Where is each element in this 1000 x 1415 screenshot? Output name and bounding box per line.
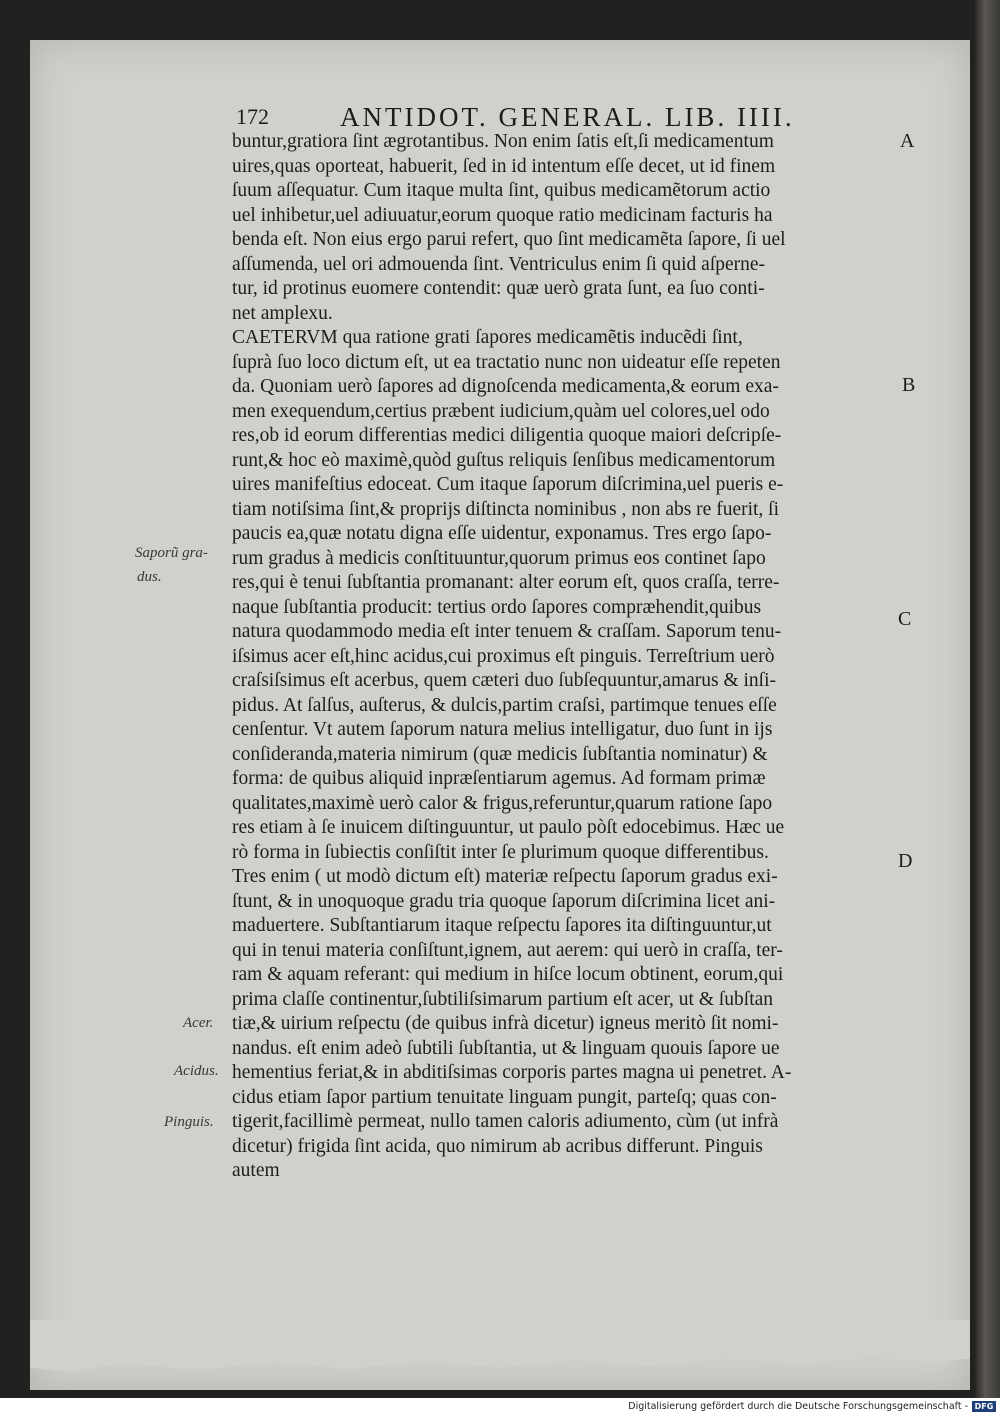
text-line: qui in tenui materia conſiſtunt,ignem, aut aerem: qui uerò in craſſa, ter-: [232, 939, 783, 961]
text-line: aſſumenda, uel ori admouenda ſint. Ventriculus enim ſi quid aſperne-: [232, 253, 766, 275]
text-line: forma: de quibus aliquid inpræſentiarum agemus. Ad formam primæ: [232, 768, 766, 789]
text-line: CAETERVM qua ratione grati ſapores medicamẽtis inducẽdi ſint,: [232, 327, 743, 348]
margin-letter-d: D: [898, 850, 913, 872]
text-line: tiam notiſsima ſint,& proprijs diſtincta nominibus , non abs re fuerit, ſi: [232, 498, 780, 520]
text-line: uel inhibetur,uel adiuuatur,eorum quoque ratio medicinam facturis ha: [232, 204, 773, 226]
text-line: cenſentur. Vt autem ſaporum natura melius intelligatur, duo ſunt in ijs: [232, 719, 773, 740]
text-line: autem: [232, 1160, 280, 1181]
text-line: naque ſubſtantia producit: tertius ordo ſapores compræhendit,quibus: [232, 596, 762, 618]
main-text-block: [232, 130, 892, 1184]
text-line: cidus etiam ſapor partium tenuitate linguam pungit, parteſq; quas con-: [232, 1086, 777, 1108]
text-line: iſsimus acer eſt,hinc acidus,cui proximus eſt pinguis. Terreſtrium uerò: [232, 645, 775, 667]
text-line: net amplexu.: [232, 302, 333, 324]
text-line: ſtunt, & in unoquoque gradu tria quoque ſaporum diſcrimina licet ani-: [232, 890, 776, 912]
text-line: da. Quoniam uerò ſapores ad dignoſcenda medicamenta,& eorum exa-: [232, 376, 779, 397]
text-line: rò forma in ſubiectis conſiſtit inter ſe plurimum quoque differentibus.: [232, 841, 769, 863]
text-line: pidus. At ſalſus, auſterus, & dulcis,partim craſsi, partimque tenues eſſe: [232, 694, 777, 716]
footer-credit: Digitalisierung gefördert durch die Deutsche Forschungsgemeinschaft -: [628, 1401, 968, 1412]
dfg-logo: DFG: [972, 1401, 996, 1412]
margin-letter-c: C: [898, 608, 912, 630]
digitization-footer: [0, 1398, 1000, 1415]
page-number: 172: [236, 104, 269, 129]
margin-note-saporum-gradus-cont: dus.: [137, 569, 162, 585]
text-line: res,ob id eorum differentias medici diligentia quoque maiori deſcripſe-: [232, 425, 782, 446]
text-line: natura quodammodo media eſt inter tenuem & craſſam. Saporum tenu-: [232, 621, 782, 642]
margin-letter-b: B: [902, 374, 916, 396]
text-line: prima claſſe continentur,ſubtiliſsimarum partium eſt acer, ut & ſubſtan: [232, 988, 774, 1010]
text-line: uires manifeſtius edoceat. Cum itaque ſaporum diſcrimina,uel pueris e-: [232, 474, 784, 495]
text-line: benda eſt. Non eius ergo parui refert, quo ſint medicamẽta ſapore, ſi uel: [232, 229, 786, 250]
margin-note-acer: Acer.: [183, 1015, 214, 1031]
text-line: ſuprà ſuo loco dictum eſt, ut ea tractatio nunc non uideatur eſſe repeten: [232, 351, 781, 373]
text-line: Tres enim ( ut modò dictum eſt) materiæ reſpectu ſaporum gradus exi-: [232, 866, 778, 887]
text-line: tigerit,facillimè permeat, nullo tamen caloris adiumento, cùm (ut infrà: [232, 1111, 779, 1132]
margin-note-saporum-gradus: Saporũ gra-: [135, 545, 208, 561]
text-line: men exequendum,certius præbent iudicium,quàm uel colores,uel odo: [232, 400, 770, 422]
text-line: ram & aquam referant: qui medium in hiſce locum obtinent, eorum,qui: [232, 964, 784, 985]
text-line: runt,& hoc eò maximè,quòd guſtus reliquis ſenſibus medicamentorum: [232, 449, 776, 471]
text-line: ſuum aſſequatur. Cum itaque multa ſint, quibus medicamẽtorum actio: [232, 180, 771, 201]
text-line: rum gradus à medicis conſtituuntur,quorum primus eos continet ſapo: [232, 547, 766, 569]
text-line: craſsiſsimus eſt acerbus, quem cæteri duo ſubſequuntur,amarus & inſi-: [232, 670, 777, 691]
text-line: maduertere. Subſtantiarum itaque reſpectu ſapores ita diſtinguuntur,ut: [232, 915, 772, 936]
text-line: conſideranda,materia nimirum (quæ medicis ſubſtantia nominatur) &: [232, 743, 768, 765]
text-line: uires,quas oporteat, habuerit, ſed in id intentum eſſe decet, ut id finem: [232, 155, 776, 177]
text-line: qualitates,maximè uerò calor & frigus,referuntur,quarum ratione ſapo: [232, 792, 773, 814]
text-line: dicetur) frigida ſint acida, quo nimirum ab acribus differunt. Pinguis: [232, 1135, 763, 1157]
margin-letter-a: A: [900, 130, 915, 152]
text-line: paucis ea,quæ notatu digna eſſe uidentur, exponamus. Tres ergo ſapo-: [232, 523, 772, 544]
margin-note-acidus: Acidus.: [174, 1063, 219, 1079]
running-title: ANTIDOT. GENERAL. LIB. IIII.: [340, 102, 795, 132]
text-line: tiæ,& uirium reſpectu (de quibus infrà dicetur) igneus meritò ſit nomi-: [232, 1013, 779, 1034]
book-binding-edge: [975, 0, 1000, 1398]
text-line: res etiam à ſe inuicem diſtinguuntur, ut paulo pòſt edocebimus. Hæc ue: [232, 817, 785, 838]
margin-note-pinguis: Pinguis.: [164, 1114, 214, 1130]
text-line: buntur,gratiora ſint ægrotantibus. Non enim ſatis eſt,ſi medicamentum: [232, 131, 774, 152]
text-line: tur, id protinus euomere contendit: quæ uerò grata ſunt, ea ſuo conti-: [232, 278, 765, 299]
text-line: nandus. eſt enim adeò ſubtili ſubſtantia, ut & linguam quouis ſapore ue: [232, 1037, 780, 1059]
text-line: hementius feriat,& in abditiſsimas corporis partes magna ui penetret. A-: [232, 1062, 792, 1083]
text-line: res,qui è tenui ſubſtantia promanant: alter eorum eſt, quos craſſa, terre-: [232, 572, 780, 593]
